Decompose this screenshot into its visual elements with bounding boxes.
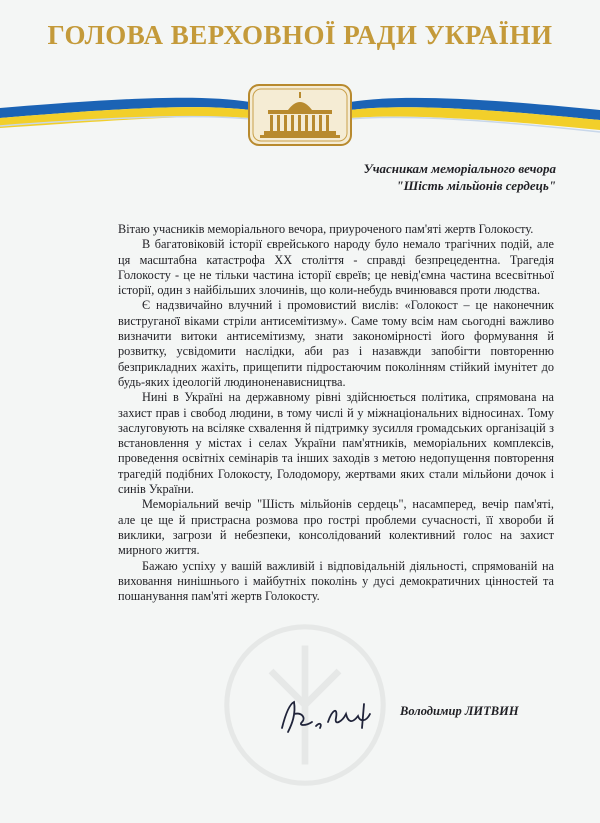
paragraph: Є надзвичайно влучний і промовистий вислів: «Голокост – це наконечник вистругано̄ї віками стріли антисемітизму». Саме тому всім нам сьогодні важливо визначити витоки антисемітизму, знати закономірності його формування й розвитку, усвідомити наслідки, аби раз і назавжди запобігти повторенню безприкладних жахіть, прищепити підростаючим поколінням стійкий імунітет до будь-яких ідеологій людиноненависництва. [118,298,554,389]
handwritten-signature-icon [272,692,392,738]
letterhead-title: ГОЛОВА ВЕРХОВНОЇ РАДИ УКРАЇНИ [47,20,553,50]
paragraph: В багатовіковій історії єврейського народу було немало трагічних подій, але ця масштабна катастрофа XX століття - справді безпрецедентна. Трагедія Голокосту - це не тільки частина історії євреїв; це невід'ємна частина всесвітньої історії, один з найбільших злочинів, що коли-небудь вчинювався проти людства. [118,237,554,298]
addressee-line-1: Учасникам меморіального вечора [363,161,556,176]
addressee-block [276,160,556,194]
letter-body [118,222,554,604]
parliament-building-icon [248,84,352,146]
paragraph: Меморіальний вечір "Шість мільйонів сердець", насамперед, вечір пам'яті, але це ще й пристрасна розмова про гострі проблеми сучасності, її хвороби й виклики, загрози й небезпеки, консолідований колективний голос на захист мирного життя. [118,497,554,558]
paragraph: Нині в Україні на державному рівні здійснюється політика, спрямована на захист прав і свобод людини, в тому числі й у міжнаціональних відносинах. Тому заслуговують на всіляке схвалення й підтримку зусилля громадських організацій з встановлення у містах і селах України пам'ятників, меморіальних комплексів, проведення освітніх семінарів та інших заходів з метою недопущення повторення трагедій подібних Голокосту, Голодомору, жертвами яких стали мільйони дочок і синів України. [118,390,554,497]
addressee-line-2: "Шість мільйонів сердець" [396,178,556,193]
signer-name: Володимир ЛИТВИН [400,704,519,718]
paragraph: Вітаю учасників меморіального вечора, приуроченого пам'яті жертв Голокосту. [118,222,534,236]
paragraph: Бажаю успіху у вашій важливій і відповідальній діяльності, спрямованій на виховання нинішнього і майбутніх поколінь у дусі демократичних цінностей та пошанування пам'яті жертв Голокосту. [118,558,554,604]
